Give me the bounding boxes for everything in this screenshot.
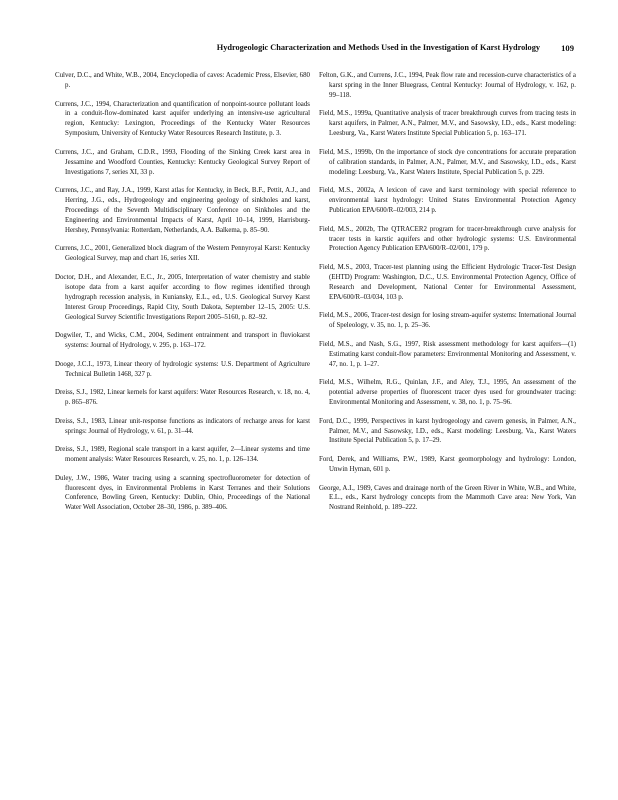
- reference-entry: Dreiss, S.J., 1989, Regional scale transport in a karst aquifer, 2—Linear systems and time moment analysis: Water Resources Research, v. 25, no. 1, p. 126–134.: [55, 446, 310, 464]
- reference-entry: Currens, J.C., and Ray, J.A., 1999, Karst atlas for Kentucky, in Beck, B.F., Pettit, A.J., and Herring, J.G., eds., Hydrogeology and engineering geology of sinkholes and karst, Proceedings of the Seventh Multidisciplinary Conference on Sinkholes and the Engineering and Environmental Impacts of Karst, April 10–14, 1999, Harrisburg-Hershey, Pennsylvania: Rotterdam, Netherlands, A.A. Balkema, p. 85–90.: [55, 187, 310, 234]
- reference-entry: Felton, G.K., and Currens, J.C., 1994, Peak flow rate and recession-curve characteristics of a karst spring in the Inner Bluegrass, Central Kentucky: Journal of Hydrology, v. 162, p. 99–118.: [319, 72, 576, 99]
- reference-entry: Field, M.S., 2003, Tracer-test planning using the Efficient Hydrologic Tracer-Test Design (EHTD) Program: Washington, D.C., U.S. Environmental Protection Agency, Office of Research and Development, National Center for Environmental Assessment, EPA/600/R–03/034, 103 p.: [319, 264, 576, 301]
- reference-entry: Dogwiler, T., and Wicks, C.M., 2004, Sediment entrainment and transport in fluviokarst systems: Journal of Hydrology, v. 295, p. 163–172.: [55, 332, 310, 350]
- reference-entry: Doctor, D.H., and Alexander, E.C., Jr., 2005, Interpretation of water chemistry and stable isotope data from a karst aquifer according to flow regimes identified through hydrograph recession analysis, in Kuniansky, E.L., ed., U.S. Geological Survey Karst Interest Group Proceedings, Rapid City, South Dakota, September 12–15, 2005: U.S. Geological Survey Scientific Investigations Report 2005–5160, p. 82–92.: [55, 273, 310, 321]
- reference-entry: Currens, J.C., and Graham, C.D.R., 1993, Flooding of the Sinking Creek karst area in Jessamine and Woodford Counties, Kentucky: Kentucky Geological Survey Report of Investigations 7, series XI, 33 p.: [55, 148, 310, 176]
- reference-entry: Currens, J.C., 2001, Generalized block diagram of the Western Pennyroyal Karst: Kentucky Geological Survey, map and chart 16, series XII.: [55, 245, 310, 263]
- reference-entry: Field, M.S., 2002a, A lexicon of cave and karst terminology with special reference to environmental karst hydrology: United States Environmental Protection Agency Publication EPA/600/R–02/003, 214 p.: [319, 187, 576, 215]
- reference-entry: Dooge, J.C.I., 1973, Linear theory of hydrologic systems: U.S. Department of Agriculture Technical Bulletin 1468, 327 p.: [55, 360, 310, 378]
- running-header: [0, 43, 618, 57]
- reference-entry: Field, M.S., 1999a, Quantitative analysis of tracer breakthrough curves from tracing tests in karst aquifers, in Palmer, A.N., Palmer, M.V., and Sasowsky, I.D., eds., Karst modeling: Leesburg, Va., Karst Waters Institute Special Publication 5, p. 163–171.: [319, 110, 576, 138]
- reference-entry: Dreiss, S.J., 1983, Linear unit-response functions as indicators of recharge areas for karst springs: Journal of Hydrology, v. 61, p. 31–44.: [55, 417, 310, 435]
- reference-entry: Field, M.S., and Nash, S.G., 1997, Risk assessment methodology for karst aquifers—(1) Estimating karst conduit-flow parameters: Environmental Monitoring and Assessment, v. 47, no. 1, p. 1–27.: [319, 340, 576, 368]
- reference-entry: Ford, D.C., 1999, Perspectives in karst hydrogeology and cavern genesis, in Palmer, A.N., Palmer, M.V., and Sasowsky, I.D., eds., Karst modeling: Leesburg, Va., Karst Waters Institute Special Publication 5, p. 17–29.: [319, 417, 576, 445]
- reference-entry: Field, M.S., 2002b, The QTRACER2 program for tracer-breakthrough curve analysis for tracer tests in karstic aquifers and other hydrologic systems: U.S. Environmental Protection Agency Publication EPA/600/R–02/001, 179 p.: [319, 225, 576, 253]
- reference-entry: Field, M.S., Wilhelm, R.G., Quinlan, J.F., and Aley, T.J., 1995, An assessment of the potential adverse properties of fluorescent tracer dyes used for groundwater tracing: Environmental Monitoring and Assessment, v. 38, no. 1, p. 75–96.: [319, 379, 576, 407]
- reference-entry: Duley, J.W., 1986, Water tracing using a scanning spectrofluorometer for detection of fluorescent dyes, in Environmental Problems in Karst Terranes and their Solutions Conference, Bowling Green, Kentucky: Dublin, Ohio, Proceedings of the National Water Well Association, October 28–30, 1986, p. 389–406.: [55, 474, 310, 512]
- running-header-title: Hydrogeologic Characterization and Methods Used in the Investigation of Karst Hydrology: [216, 43, 540, 52]
- right-reference-column: [319, 71, 576, 522]
- reference-entry: Culver, D.C., and White, W.B., 2004, Encyclopedia of caves: Academic Press, Elsevier, 680 p.: [55, 72, 310, 89]
- reference-entry: Currens, J.C., 1994, Characterization and quantification of nonpoint-source pollutant loads in a conduit-flow-dominated karst aquifer underlying an intensive-use agricultural region, Kentucky: Lexington, Proceedings of the Kentucky Water Resources Symposium, University of Kentucky Water Resources Research Institute, p. 3.: [55, 100, 310, 138]
- reference-entry: George, A.I., 1989, Caves and drainage north of the Green River in White, W.B., and White, E.L., eds., Karst hydrology concepts from the Mammoth Cave area: New York, Van Nostrand Reinhold, p. 189–222.: [319, 484, 576, 512]
- left-reference-column: [55, 71, 310, 522]
- reference-entry: Ford, Derek, and Williams, P.W., 1989, Karst geomorphology and hydrology: London, Unwin Hyman, 601 p.: [319, 456, 576, 473]
- reference-entry: Field, M.S., 2006, Tracer-test design for losing stream-aquifer systems: International Journal of Speleology, v. 35, no. 1, p. 25–36.: [319, 312, 576, 330]
- page-number: 109: [561, 43, 574, 53]
- reference-entry: Dreiss, S.J., 1982, Linear kernels for karst aquifers: Water Resources Research, v. 18, no. 4, p. 865–876.: [55, 389, 310, 407]
- reference-entry: Field, M.S., 1999b, On the importance of stock dye concentrations for accurate preparation of calibration standards, in Palmer, A.N., Palmer, M.V., and Sasowsky, I.D., eds., Karst modeling: Leesburg, Va., Karst Waters Institute, Special Publication 5, p. 229.: [319, 148, 576, 176]
